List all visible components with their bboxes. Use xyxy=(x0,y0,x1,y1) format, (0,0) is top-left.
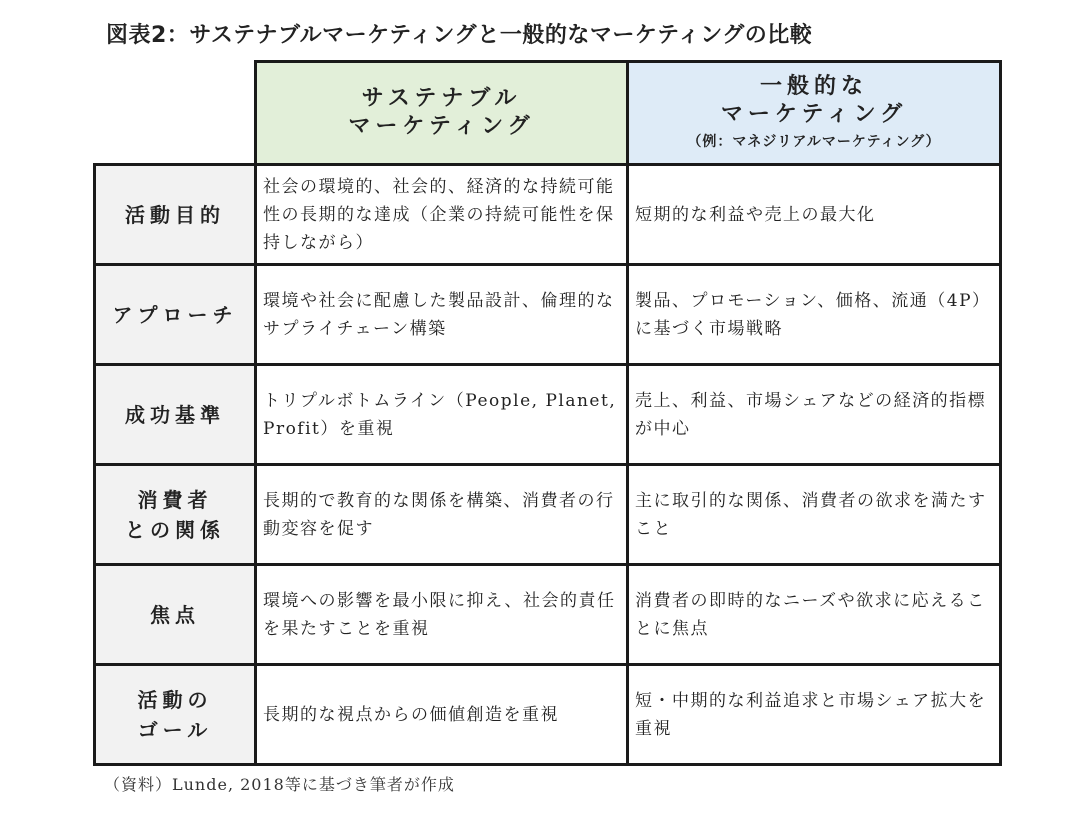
cell-sustainable xyxy=(256,365,628,465)
row-label-line: 成功基準 xyxy=(125,402,225,427)
header-general-subtitle: （例：マネジリアルマーケティング） xyxy=(687,134,941,150)
header-sustainable-marketing xyxy=(256,62,628,165)
header-row xyxy=(95,62,1001,165)
row-label-line: 活動目的 xyxy=(125,202,225,227)
cell-general xyxy=(628,165,1001,265)
cell-text: 売上、利益、市場シェアなどの経済的指標が中心 xyxy=(635,390,987,439)
row-label-line: 消費者 xyxy=(137,487,213,512)
source-note: （資料）Lunde, 2018等に基づき筆者が作成 xyxy=(104,775,455,794)
cell-text: 社会の環境的、社会的、経済的な持続可能性の長期的な達成（企業の持続可能性を保持しながら） xyxy=(263,176,615,253)
row-label-consumer-relationship xyxy=(95,465,256,565)
corner-cell xyxy=(95,62,256,165)
table-row xyxy=(95,165,1001,265)
cell-general xyxy=(628,665,1001,765)
row-label-activity-goal xyxy=(95,665,256,765)
row-label-line: 活動の xyxy=(137,687,213,712)
cell-text: 環境や社会に配慮した製品設計、倫理的なサプライチェーン構築 xyxy=(263,290,615,339)
cell-sustainable xyxy=(256,265,628,365)
cell-text: 消費者の即時的なニーズや欲求に応えることに焦点 xyxy=(635,590,986,639)
header-general-marketing xyxy=(628,62,1001,165)
header-general-line1: 一般的な xyxy=(759,74,868,99)
header-sustainable-line2: マーケティング xyxy=(348,114,535,139)
row-label-line: アプローチ xyxy=(112,302,238,327)
cell-text: 短期的な利益や売上の最大化 xyxy=(635,204,876,225)
cell-text: トリプルボトムライン（People, Planet, Profit）を重視 xyxy=(263,390,617,439)
cell-text: 製品、プロモーション、価格、流通（4P）に基づく市場戦略 xyxy=(635,290,991,339)
table-row xyxy=(95,265,1001,365)
figure-title: 図表2：サステナブルマーケティングと一般的なマーケティングの比較 xyxy=(106,23,813,48)
cell-general xyxy=(628,465,1001,565)
cell-general xyxy=(628,565,1001,665)
cell-text: 長期的な視点からの価値創造を重視 xyxy=(263,704,559,725)
row-label-line: 焦点 xyxy=(150,602,200,627)
table-row xyxy=(95,665,1001,765)
cell-sustainable xyxy=(256,165,628,265)
row-label-line: との関係 xyxy=(125,517,225,542)
row-label-line: ゴール xyxy=(137,717,213,742)
row-label-approach xyxy=(95,265,256,365)
cell-general xyxy=(628,265,1001,365)
header-general-line2: マーケティング xyxy=(720,102,908,127)
cell-text: 短・中期的な利益追求と市場シェア拡大を重視 xyxy=(635,690,987,739)
header-sustainable-line1: サステナブル xyxy=(361,86,522,111)
table-row xyxy=(95,465,1001,565)
table-row xyxy=(95,365,1001,465)
cell-text: 長期的で教育的な関係を構築、消費者の行動変容を促す xyxy=(263,490,615,539)
cell-general xyxy=(628,365,1001,465)
row-label-success-criteria xyxy=(95,365,256,465)
cell-text: 環境への影響を最小限に抑え、社会的責任を果たすことを重視 xyxy=(263,590,616,639)
cell-text: 主に取引的な関係、消費者の欲求を満たすこと xyxy=(635,490,987,539)
cell-sustainable xyxy=(256,665,628,765)
cell-sustainable xyxy=(256,465,628,565)
row-label-activity-purpose xyxy=(95,165,256,265)
row-label-focus xyxy=(95,565,256,665)
cell-sustainable xyxy=(256,565,628,665)
table-row xyxy=(95,565,1001,665)
comparison-table xyxy=(93,60,1002,766)
